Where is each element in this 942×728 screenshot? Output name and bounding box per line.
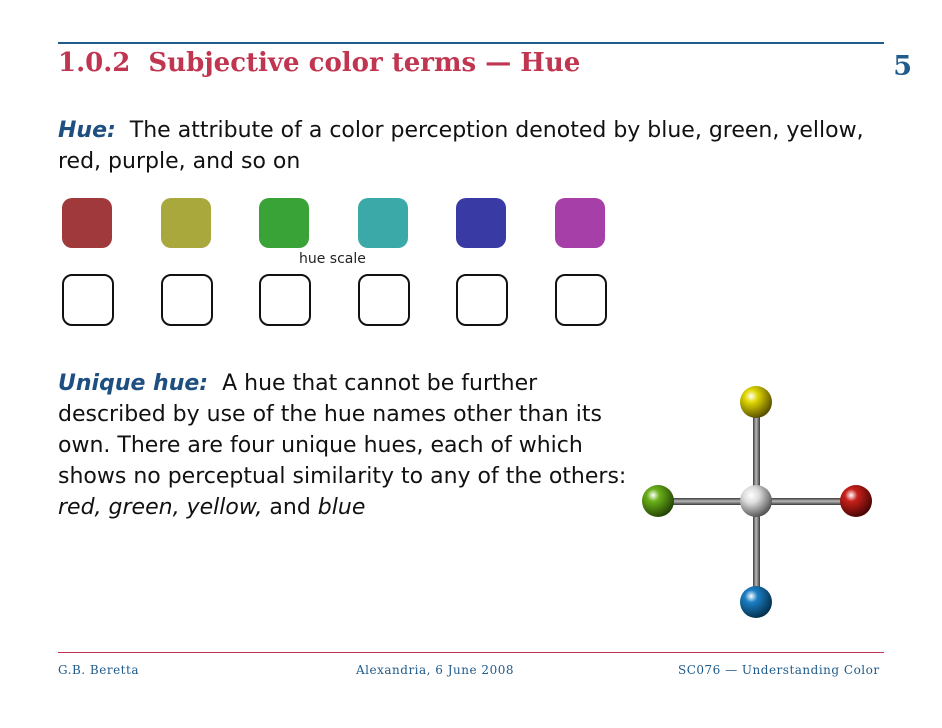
slide-title (58, 48, 580, 78)
swatch-teal (358, 198, 408, 248)
sphere-red (840, 485, 872, 517)
sphere-yellow (740, 386, 772, 418)
unique-hues-figure (630, 380, 890, 630)
hue-red-text: red, (58, 495, 102, 520)
hue-definition (58, 115, 878, 177)
empty-box (456, 274, 508, 326)
empty-box (161, 274, 213, 326)
page-number: 5 (893, 51, 912, 82)
empty-box (259, 274, 311, 326)
hue-blue-text: blue (317, 495, 366, 520)
empty-box (555, 274, 607, 326)
sphere-green (642, 485, 674, 517)
swatch-olive (161, 198, 211, 248)
conjunction-text: and (269, 495, 311, 520)
sphere-blue (740, 586, 772, 618)
unique-hue-text: A hue that cannot be further described by use of the hue names other than its own. There are four unique hues, each of which shows no perceptual similarity to any of the others: (58, 371, 627, 489)
unique-hue-definition (58, 368, 638, 523)
hue-green-text: green, (108, 495, 180, 520)
swatch-purple (555, 198, 605, 248)
section-number: 1.0.2 (58, 48, 131, 78)
unique-hue-term: Unique hue: (58, 371, 209, 396)
footer-place-date: Alexandria, 6 June 2008 (356, 663, 514, 677)
hue-scale-label: hue scale (299, 251, 366, 267)
swatch-blue (456, 198, 506, 248)
footer-rule (58, 652, 884, 653)
footer-course: SC076 — Understanding Color (678, 663, 880, 677)
hue-yellow-text: yellow, (186, 495, 263, 520)
sphere-center (740, 485, 772, 517)
footer-author: G.B. Beretta (58, 663, 139, 677)
title-text: Subjective color terms — Hue (148, 48, 581, 78)
swatch-red (62, 198, 112, 248)
hue-definition-text: The attribute of a color perception denoted by blue, green, yellow, red, purple, and so on (58, 118, 864, 174)
swatch-green (259, 198, 309, 248)
empty-box (62, 274, 114, 326)
empty-box (358, 274, 410, 326)
hue-term: Hue: (58, 118, 116, 143)
header-rule (58, 42, 884, 44)
